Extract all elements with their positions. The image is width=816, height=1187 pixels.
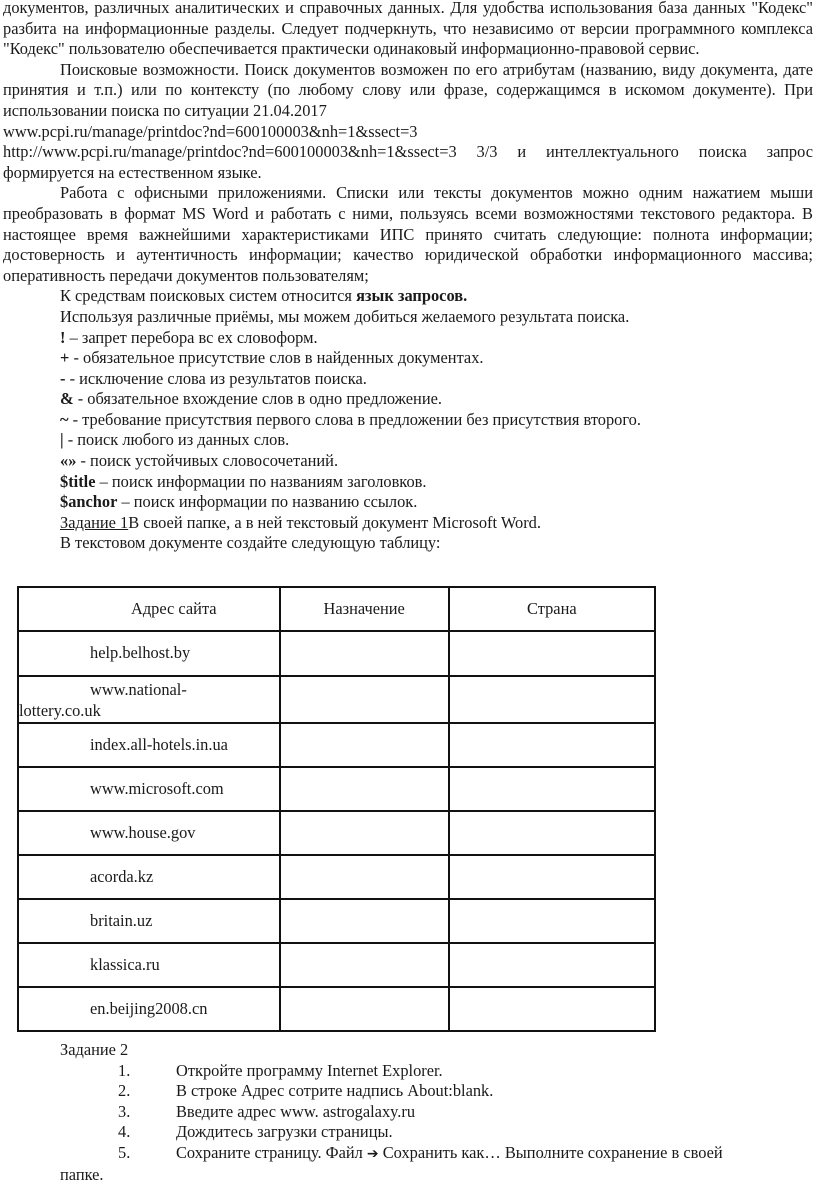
country-cell — [449, 811, 655, 855]
paragraph-natural-language: http://www.pcpi.ru/manage/printdoc?nd=600100003&nh=1&ssect=3 3/3 и интеллектуального поиска запрос формируется на естественном языке. — [3, 142, 813, 182]
techniques-line: Используя различные приёмы, мы можем добиться желаемого результата поиска. — [60, 306, 630, 326]
country-cell — [449, 855, 655, 899]
list-item — [0, 1081, 816, 1102]
operator-description: - обязательное присутствие слов в найденных документах. — [69, 348, 484, 368]
site-cell: help.belhost.by — [18, 631, 280, 676]
task2-steps — [0, 1061, 816, 1165]
table-row — [18, 676, 655, 723]
operator-symbol: + — [60, 348, 70, 368]
country-cell — [449, 723, 655, 767]
site-cell: klassica.ru — [18, 943, 280, 987]
operator-item — [0, 492, 816, 513]
operator-item — [0, 472, 816, 493]
operator-description: - поиск устойчивых словосочетаний. — [76, 451, 339, 471]
header-country: Страна — [449, 587, 655, 631]
purpose-cell — [280, 943, 449, 987]
step-number: 1. — [118, 1060, 131, 1080]
table-row — [18, 987, 655, 1031]
query-language-text: К средствам поисковых систем относится — [60, 286, 357, 306]
site-cell: www.microsoft.com — [18, 767, 280, 811]
operator-description: - поиск любого из данных слов. — [63, 430, 290, 450]
table-row — [18, 723, 655, 767]
operator-symbol: & — [60, 389, 74, 409]
operator-symbol: «» — [60, 451, 77, 471]
operator-item — [0, 410, 816, 431]
step-number: 4. — [118, 1122, 131, 1142]
paragraph-kodeks: документов, различных аналитических и справочных данных. Для удобства использования база данных "Кодекс" разбита на информационные разделы. Следует подчеркнуть, что независимо от версии программного комплекса "Кодекс" пользователю обеспечивается практически одинаковый информационно-правовой сервис. — [3, 0, 813, 59]
operator-item — [0, 451, 816, 472]
site-cell-line-2: lottery.co.uk — [19, 700, 101, 720]
step-number: 2. — [118, 1081, 131, 1101]
table-row — [18, 855, 655, 899]
site-cell: britain.uz — [18, 899, 280, 943]
country-cell — [449, 631, 655, 676]
list-item — [0, 1061, 816, 1082]
step-text: Введите адрес www. astrogalaxy.ru — [176, 1101, 416, 1121]
operator-item — [0, 430, 816, 451]
list-item — [0, 1143, 816, 1165]
country-cell — [449, 676, 655, 723]
purpose-cell — [280, 811, 449, 855]
table-row — [18, 811, 655, 855]
purpose-cell — [280, 987, 449, 1031]
site-cell: index.all-hotels.in.ua — [18, 723, 280, 767]
operator-description: - обязательное вхождение слов в одно предложение. — [73, 389, 442, 409]
operator-symbol: | — [60, 430, 64, 450]
table-row — [18, 767, 655, 811]
operator-description: – поиск информации по названиям заголовков. — [95, 471, 427, 491]
operator-symbol: ~ — [60, 409, 69, 429]
task2-section — [0, 1040, 816, 1185]
table-row — [18, 631, 655, 676]
document-page — [0, 0, 816, 554]
country-cell — [449, 767, 655, 811]
table-row — [18, 943, 655, 987]
list-item — [0, 1102, 816, 1123]
operator-item — [0, 348, 816, 369]
header-purpose: Назначение — [280, 587, 449, 631]
step-tail: папке. — [60, 1164, 104, 1184]
step-text: Дождитесь загрузки страницы. — [176, 1122, 393, 1142]
operator-symbol: ! — [60, 327, 66, 347]
country-cell — [449, 899, 655, 943]
table-row — [18, 899, 655, 943]
purpose-cell — [280, 899, 449, 943]
sites-table — [17, 586, 656, 1032]
task1-text: В своей папке, а в ней текстовый документ Microsoft Word. — [128, 512, 541, 532]
purpose-cell — [280, 855, 449, 899]
step-text: В строке Адрес сотрите надпись About:blank. — [176, 1081, 494, 1101]
task2-title: Задание 2 — [60, 1040, 129, 1059]
purpose-cell — [280, 676, 449, 723]
query-language-bold: язык запросов. — [356, 286, 468, 306]
paragraph-office-apps: Работа с офисными приложениями. Списки или тексты документов можно одним нажатием мыши преобразовать в формат MS Word и работать с ними, пользуясь всеми возможностями текстового редактора. В настоящее время важнейшими характеристиками ИПС принято считать следующие: полнота информации; достоверность и аутентичность информации; качество юридической обработки информационного массива; оперативность передачи документов пользователям; — [3, 183, 813, 285]
operator-symbol: $anchor — [60, 492, 118, 512]
site-cell — [18, 676, 280, 723]
step-number: 3. — [118, 1101, 131, 1121]
operator-item — [0, 328, 816, 349]
operator-symbol: $title — [60, 471, 96, 491]
step-number: 5. — [118, 1142, 131, 1162]
step-text: Сохраните страницу. Файл — [176, 1142, 367, 1162]
purpose-cell — [280, 631, 449, 676]
task1-line — [0, 513, 816, 534]
operator-description: - требование присутствия первого слова в предложении без присутствия второго. — [68, 409, 641, 429]
header-site-address: Адрес сайта — [18, 587, 280, 631]
operator-symbol: - — [60, 368, 66, 388]
task1-label: Задание 1 — [60, 512, 129, 532]
site-cell: en.beijing2008.cn — [18, 987, 280, 1031]
operator-item — [0, 369, 816, 390]
purpose-cell — [280, 723, 449, 767]
purpose-cell — [280, 767, 449, 811]
operator-item — [0, 389, 816, 410]
step-text-continued: Сохранить как… Выполните сохранение в своей — [378, 1142, 723, 1162]
paragraph-search-capabilities: Поисковые возможности. Поиск документов возможен по его атрибутам (названию, виду документа, дате принятия и т.п.) или по контексту (по любому слову или фразе, содержащимся в искомом документе). При использовании поиска по ситуации 21.04.2017 — [3, 59, 813, 120]
operators-list — [0, 328, 816, 513]
site-cell: www.house.gov — [18, 811, 280, 855]
site-cell-line-1: www.national- — [90, 679, 187, 699]
task1-instruction: В текстовом документе создайте следующую таблицу: — [60, 533, 441, 553]
url-line: www.pcpi.ru/manage/printdoc?nd=600100003&nh=1&ssect=3 — [3, 121, 418, 141]
operator-description: - исключение слова из результатов поиска. — [65, 368, 367, 388]
country-cell — [449, 987, 655, 1031]
arrow-right-icon: ➔ — [366, 1145, 379, 1162]
country-cell — [449, 943, 655, 987]
operator-description: – поиск информации по названию ссылок. — [117, 492, 418, 512]
query-language-line — [0, 286, 816, 307]
site-cell: acorda.kz — [18, 855, 280, 899]
step-text: Откройте программу Internet Explorer. — [176, 1060, 443, 1080]
list-item — [0, 1122, 816, 1143]
operator-description: – запрет перебора вс ех словоформ. — [65, 327, 318, 347]
